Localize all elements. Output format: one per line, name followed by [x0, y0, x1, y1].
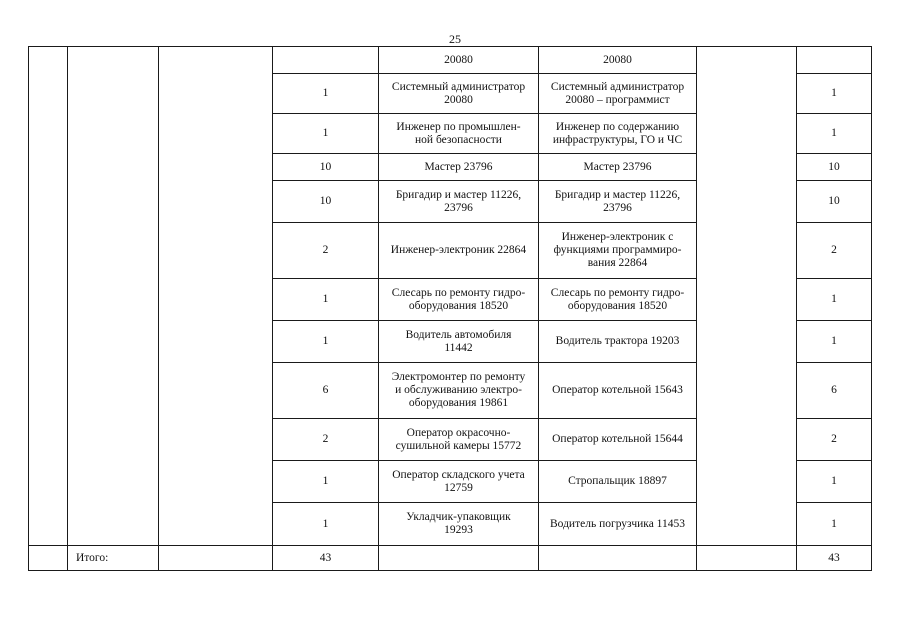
total-cell-col3	[159, 546, 273, 571]
cell-col1	[29, 154, 68, 181]
total-cell-col1	[29, 546, 68, 571]
cell-position-before: Оператор окрасочно- сушильной камеры 15772	[379, 419, 539, 461]
table-row	[29, 181, 872, 223]
header-cell-qty-before	[273, 47, 379, 74]
cell-col1	[29, 47, 68, 74]
table-body	[29, 47, 872, 571]
total-cell-position-after	[539, 546, 697, 571]
cell-col3	[159, 114, 273, 154]
cell-qty-after: 1	[797, 503, 872, 546]
cell-qty-before: 2	[273, 223, 379, 279]
cell-qty-before: 1	[273, 279, 379, 321]
cell-col2	[68, 321, 159, 363]
cell-col2	[68, 181, 159, 223]
cell-col7	[697, 74, 797, 114]
cell-qty-after: 1	[797, 461, 872, 503]
cell-position-before: Водитель автомобиля 11442	[379, 321, 539, 363]
table-row	[29, 74, 872, 114]
cell-col2	[68, 419, 159, 461]
cell-qty-after: 1	[797, 74, 872, 114]
cell-position-after: Стропальщик 18897	[539, 461, 697, 503]
header-cell-position-after: 20080	[539, 47, 697, 74]
cell-col3	[159, 74, 273, 114]
cell-position-after: Водитель трактора 19203	[539, 321, 697, 363]
cell-col7	[697, 181, 797, 223]
cell-position-before: Системный администратор 20080	[379, 74, 539, 114]
table-row	[29, 419, 872, 461]
cell-col2	[68, 74, 159, 114]
cell-col1	[29, 279, 68, 321]
cell-col1	[29, 181, 68, 223]
cell-col7	[697, 154, 797, 181]
cell-position-after: Инженер по содержанию инфраструктуры, ГО и ЧС	[539, 114, 697, 154]
cell-col2	[68, 154, 159, 181]
cell-qty-after: 1	[797, 114, 872, 154]
cell-col3	[159, 279, 273, 321]
cell-qty-after: 6	[797, 363, 872, 419]
cell-col3	[159, 419, 273, 461]
cell-qty-after: 2	[797, 223, 872, 279]
table-row	[29, 114, 872, 154]
cell-col7	[697, 114, 797, 154]
cell-qty-before: 1	[273, 503, 379, 546]
cell-col1	[29, 363, 68, 419]
cell-position-before: Мастер 23796	[379, 154, 539, 181]
cell-col1	[29, 321, 68, 363]
total-label: Итого:	[68, 546, 159, 571]
cell-col7	[697, 461, 797, 503]
cell-col2	[68, 503, 159, 546]
cell-qty-before: 10	[273, 154, 379, 181]
cell-col3	[159, 223, 273, 279]
cell-col7	[697, 47, 797, 74]
cell-qty-after: 10	[797, 181, 872, 223]
cell-col2	[68, 223, 159, 279]
cell-col7	[697, 503, 797, 546]
cell-qty-before: 2	[273, 419, 379, 461]
cell-position-before: Инженер по промышлен- ной безопасности	[379, 114, 539, 154]
staffing-table	[28, 46, 872, 571]
cell-position-after: Оператор котельной 15643	[539, 363, 697, 419]
cell-col3	[159, 503, 273, 546]
total-qty-after: 43	[797, 546, 872, 571]
page-number: 25	[449, 32, 461, 46]
cell-qty-before: 1	[273, 114, 379, 154]
cell-position-before: Оператор складского учета 12759	[379, 461, 539, 503]
cell-col7	[697, 279, 797, 321]
cell-col2	[68, 114, 159, 154]
cell-col1	[29, 419, 68, 461]
total-cell-position-before	[379, 546, 539, 571]
cell-position-after: Слесарь по ремонту гидро- оборудования 18520	[539, 279, 697, 321]
table-row	[29, 223, 872, 279]
cell-col2	[68, 363, 159, 419]
cell-qty-before: 1	[273, 321, 379, 363]
cell-col3	[159, 181, 273, 223]
cell-col2	[68, 279, 159, 321]
cell-position-after: Бригадир и мастер 11226, 23796	[539, 181, 697, 223]
table-row	[29, 321, 872, 363]
cell-col3	[159, 47, 273, 74]
cell-col2	[68, 461, 159, 503]
cell-position-after: Системный администратор 20080 – программист	[539, 74, 697, 114]
cell-qty-after: 2	[797, 419, 872, 461]
cell-col3	[159, 461, 273, 503]
cell-position-after: Водитель погрузчика 11453	[539, 503, 697, 546]
cell-qty-before: 1	[273, 74, 379, 114]
cell-position-after: Инженер-электроник с функциями программиро- вания 22864	[539, 223, 697, 279]
cell-col3	[159, 321, 273, 363]
cell-col2	[68, 47, 159, 74]
cell-position-before: Бригадир и мастер 11226, 23796	[379, 181, 539, 223]
cell-col7	[697, 223, 797, 279]
cell-position-before: Инженер-электроник 22864	[379, 223, 539, 279]
cell-position-after: Мастер 23796	[539, 154, 697, 181]
cell-col1	[29, 74, 68, 114]
cell-qty-after: 1	[797, 279, 872, 321]
cell-col3	[159, 363, 273, 419]
table-row	[29, 461, 872, 503]
table-row	[29, 503, 872, 546]
total-cell-col7	[697, 546, 797, 571]
cell-col7	[697, 363, 797, 419]
cell-position-before: Укладчик-упаковщик 19293	[379, 503, 539, 546]
header-cell-qty-after	[797, 47, 872, 74]
table-row	[29, 154, 872, 181]
total-row	[29, 546, 872, 571]
cell-col7	[697, 419, 797, 461]
table-header-row	[29, 47, 872, 74]
cell-col1	[29, 114, 68, 154]
cell-col7	[697, 321, 797, 363]
cell-position-before: Слесарь по ремонту гидро- оборудования 18520	[379, 279, 539, 321]
cell-col1	[29, 461, 68, 503]
cell-qty-before: 6	[273, 363, 379, 419]
cell-col1	[29, 223, 68, 279]
table-row	[29, 279, 872, 321]
cell-position-after: Оператор котельной 15644	[539, 419, 697, 461]
cell-qty-before: 1	[273, 461, 379, 503]
total-qty-before: 43	[273, 546, 379, 571]
cell-qty-before: 10	[273, 181, 379, 223]
cell-col1	[29, 503, 68, 546]
cell-qty-after: 1	[797, 321, 872, 363]
header-cell-position-before: 20080	[379, 47, 539, 74]
cell-position-before: Электромонтер по ремонту и обслуживанию электро- оборудования 19861	[379, 363, 539, 419]
cell-col3	[159, 154, 273, 181]
table-row	[29, 363, 872, 419]
cell-qty-after: 10	[797, 154, 872, 181]
